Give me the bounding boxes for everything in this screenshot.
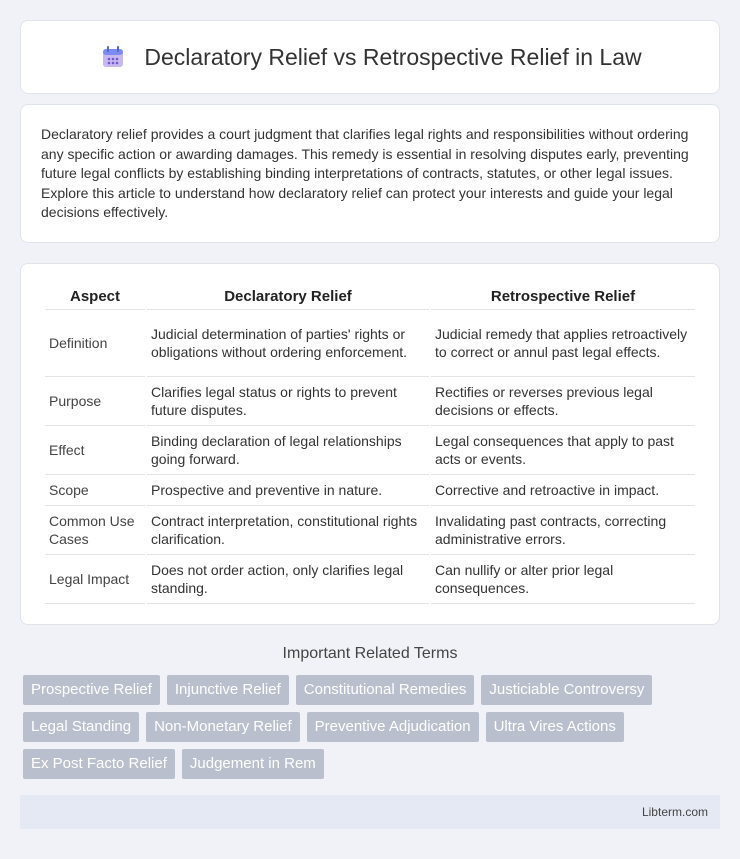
tag-injunctive-relief[interactable]: Injunctive Relief: [167, 675, 289, 705]
comparison-table-card: [20, 263, 720, 625]
intro-card: [20, 104, 720, 243]
row-aspect: Definition: [45, 310, 145, 377]
tag-legal-standing[interactable]: Legal Standing: [23, 712, 139, 742]
row-aspect: Purpose: [45, 377, 145, 426]
related-terms-list: [20, 675, 720, 779]
row-declaratory: Judicial determination of parties' rights or obligations without ordering enforcement.: [147, 310, 429, 377]
related-terms-section: [20, 645, 720, 779]
tag-judgement-in-rem[interactable]: Judgement in Rem: [182, 749, 324, 779]
tag-ex-post-facto-relief[interactable]: Ex Post Facto Relief: [23, 749, 175, 779]
row-declaratory: Does not order action, only clarifies legal standing.: [147, 555, 429, 604]
table-row: [45, 475, 695, 506]
header-aspect: Aspect: [45, 284, 145, 310]
footer: [20, 795, 720, 829]
related-terms-heading: Important Related Terms: [282, 645, 458, 662]
row-declaratory: Clarifies legal status or rights to prevent future disputes.: [147, 377, 429, 426]
row-aspect: Scope: [45, 475, 145, 506]
row-aspect: Common Use Cases: [45, 506, 145, 555]
table-row: [45, 377, 695, 426]
footer-site-link[interactable]: Libterm.com: [641, 805, 708, 819]
table-row: [45, 310, 695, 377]
row-retrospective: Legal consequences that apply to past acts or events.: [431, 426, 695, 475]
intro-text: Declaratory relief provides a court judgment that clarifies legal rights and responsibilities without ordering any specific action or awarding damages. This remedy is essential in resolving disputes early, preventing future legal conflicts by establishing binding interpretations of contracts, statutes, or other legal issues. Explore this article to understand how declaratory relief can protect your interests and guide your legal decisions effectively.: [41, 126, 689, 221]
row-retrospective: Judicial remedy that applies retroactively to correct or annul past legal effects.: [431, 310, 695, 377]
tag-constitutional-remedies[interactable]: Constitutional Remedies: [296, 675, 475, 705]
table-row: [45, 426, 695, 475]
table-row: [45, 555, 695, 604]
table-row: [45, 506, 695, 555]
row-aspect: Legal Impact: [45, 555, 145, 604]
tag-preventive-adjudication[interactable]: Preventive Adjudication: [307, 712, 479, 742]
row-retrospective: Rectifies or reverses previous legal decisions or effects.: [431, 377, 695, 426]
tag-ultra-vires-actions[interactable]: Ultra Vires Actions: [486, 712, 624, 742]
row-declaratory: Binding declaration of legal relationships going forward.: [147, 426, 429, 475]
tag-prospective-relief[interactable]: Prospective Relief: [23, 675, 160, 705]
header-declaratory: Declaratory Relief: [147, 284, 429, 310]
table-header-row: [45, 284, 695, 310]
title-card: [20, 20, 720, 94]
row-retrospective: Invalidating past contracts, correcting administrative errors.: [431, 506, 695, 555]
page-title: Declaratory Relief vs Retrospective Relief in Law: [144, 43, 642, 70]
tag-non-monetary-relief[interactable]: Non-Monetary Relief: [146, 712, 300, 742]
header-retrospective: Retrospective Relief: [431, 284, 695, 310]
row-declaratory: Contract interpretation, constitutional rights clarification.: [147, 506, 429, 555]
comparison-table: [43, 284, 697, 604]
row-retrospective: Corrective and retroactive in impact.: [431, 475, 695, 506]
row-declaratory: Prospective and preventive in nature.: [147, 475, 429, 506]
tag-justiciable-controversy[interactable]: Justiciable Controversy: [481, 675, 652, 705]
row-aspect: Effect: [45, 426, 145, 475]
calendar-icon: [98, 42, 128, 72]
row-retrospective: Can nullify or alter prior legal consequences.: [431, 555, 695, 604]
